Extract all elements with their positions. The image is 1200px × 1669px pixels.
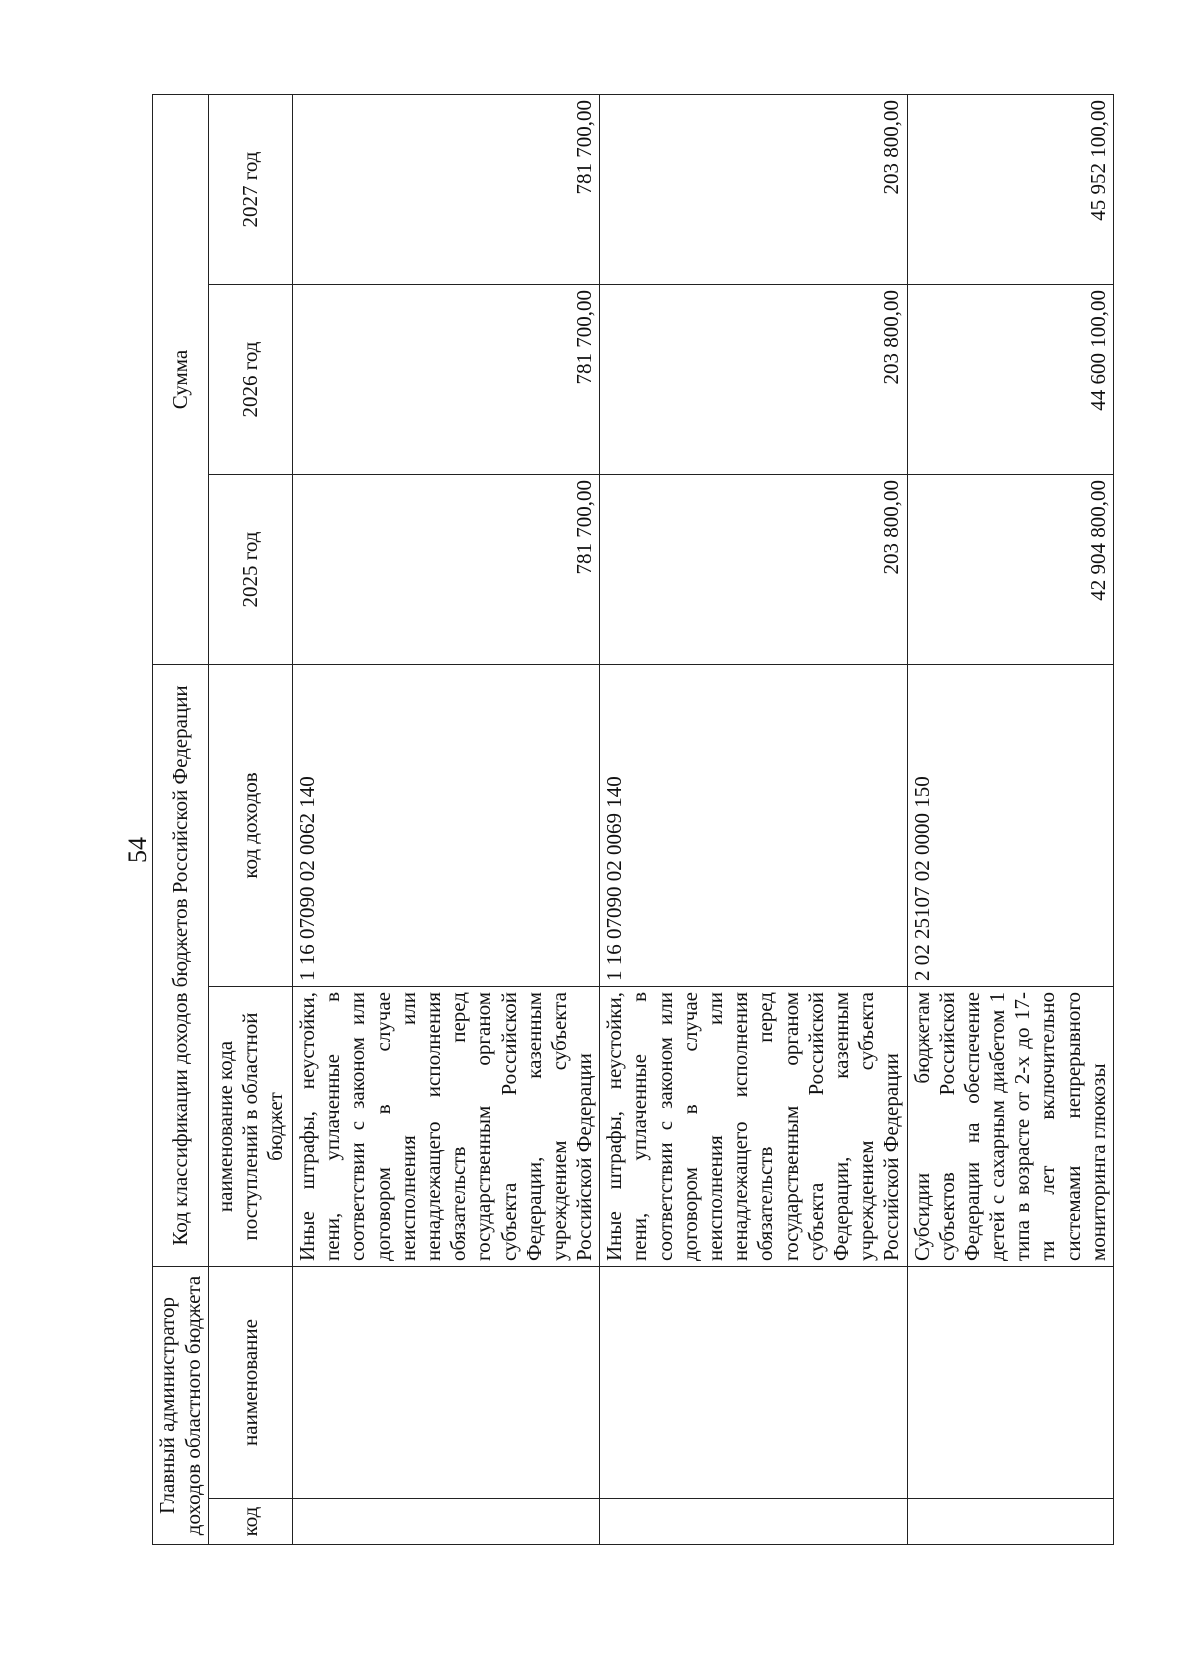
row-sum-2027: 203 800,00 <box>600 94 907 284</box>
row-admin-name <box>600 1267 907 1499</box>
row-admin-code <box>600 1499 907 1545</box>
header-income-code-name: наименование кода поступлений в областной бюджет <box>209 987 293 1267</box>
income-classification-table <box>152 94 1114 1545</box>
row-income-code: 1 16 07090 02 0069 140 <box>600 664 907 986</box>
header-year-2027: 2027 год <box>209 94 293 284</box>
row-sum-2025: 203 800,00 <box>600 474 907 664</box>
header-classification-group: Код классификации доходов бюджетов Российской Федерации <box>153 664 209 1266</box>
row-sum-2026: 203 800,00 <box>600 284 907 474</box>
row-income-code: 2 02 25107 02 0000 150 <box>907 664 1114 986</box>
row-income-name: Субсидии бюджетам субъектов Российской Федерации на обеспечение детей с сахарным диабетом 1 типа в возрасте от 2-х до 17-ти лет включительно системами непрерывного мониторинга глюкозы <box>907 987 1114 1267</box>
row-sum-2026: 44 600 100,00 <box>907 284 1114 474</box>
row-admin-name <box>293 1267 600 1499</box>
table-row <box>907 94 1114 1544</box>
page-number: 54 <box>123 837 152 863</box>
rotated-table-container <box>152 95 1110 1545</box>
table-row <box>293 94 600 1544</box>
header-sum-group: Сумма <box>153 94 209 664</box>
row-sum-2027: 45 952 100,00 <box>907 94 1114 284</box>
header-admin-group: Главный администратор доходов областного бюджета <box>153 1267 209 1545</box>
table-row <box>600 94 907 1544</box>
row-income-code: 1 16 07090 02 0062 140 <box>293 664 600 986</box>
row-sum-2026: 781 700,00 <box>293 284 600 474</box>
header-admin-name: наименование <box>209 1267 293 1499</box>
row-sum-2025: 42 904 800,00 <box>907 474 1114 664</box>
row-sum-2027: 781 700,00 <box>293 94 600 284</box>
row-sum-2025: 781 700,00 <box>293 474 600 664</box>
row-admin-code <box>293 1499 600 1545</box>
row-admin-name <box>907 1267 1114 1499</box>
row-income-name: Иные штрафы, неустойки, пени, уплаченные в соответствии с законом или договором в случае неисполнения или ненадлежащего исполнения обязательств перед государственным органом субъекта Российской Федерации, казенным учреждением субъекта Российской Федерации <box>600 987 907 1267</box>
header-year-2025: 2025 год <box>209 474 293 664</box>
header-admin-code: код <box>209 1499 293 1545</box>
row-income-name: Иные штрафы, неустойки, пени, уплаченные в соответствии с законом или договором в случае неисполнения или ненадлежащего исполнения обязательств перед государственным органом субъекта Российской Федерации, казенным учреждением субъекта Российской Федерации <box>293 987 600 1267</box>
header-income-code: код доходов <box>209 664 293 986</box>
row-admin-code <box>907 1499 1114 1545</box>
header-year-2026: 2026 год <box>209 284 293 474</box>
